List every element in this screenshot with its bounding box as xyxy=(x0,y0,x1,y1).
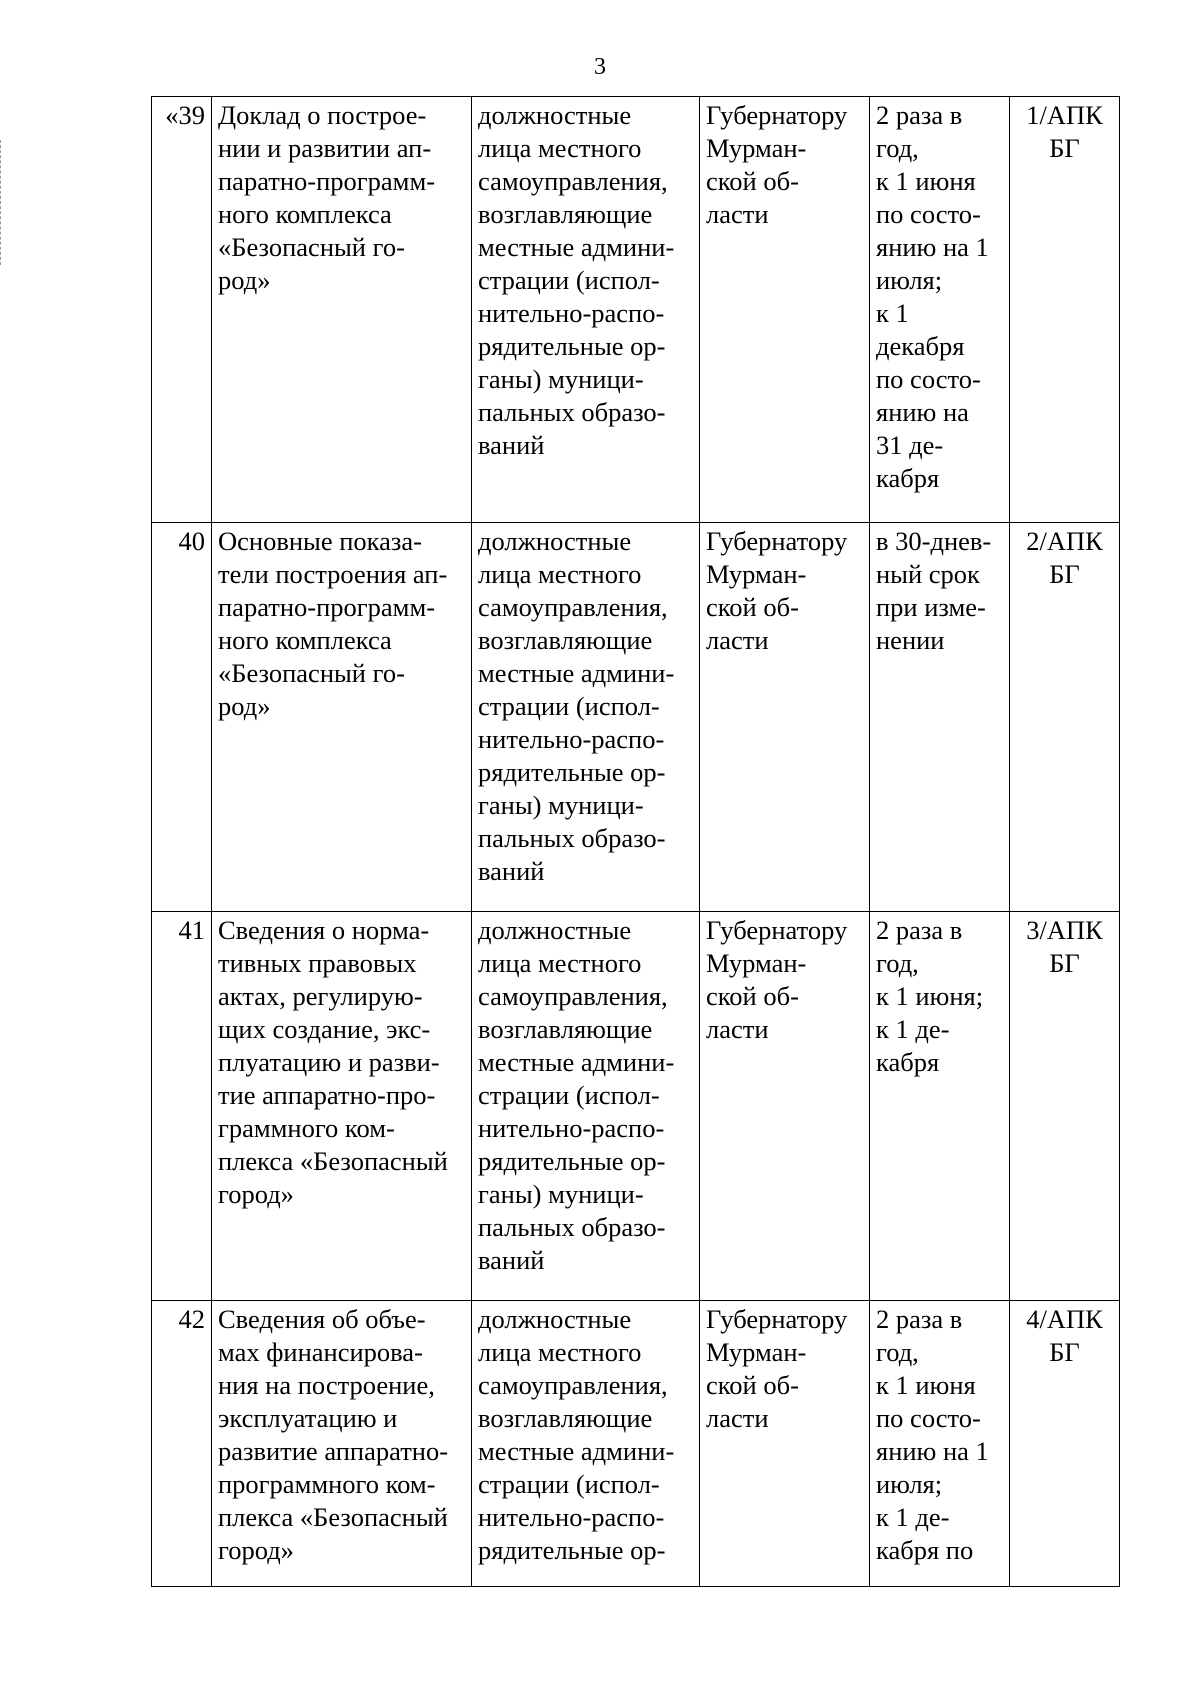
report-deadline: 2 раза в год, к 1 июня по состо- янию на 1 июля; к 1 декабря по состо- янию на 31 де- кабря xyxy=(870,97,1010,523)
row-number: 41 xyxy=(152,912,212,1301)
report-form-code: 2/АПК БГ xyxy=(1010,523,1120,912)
report-form-code: 3/АПК БГ xyxy=(1010,912,1120,1301)
page-number: 3 xyxy=(594,54,606,80)
scan-edge-mark xyxy=(0,140,2,265)
report-recipient: Губернатору Мурман- ской об- ласти xyxy=(700,523,870,912)
report-title: Сведения об объе- мах финансирова- ния на построение, эксплуатацию и развитие аппаратно- программного ком- плекса «Безопасный город» xyxy=(212,1301,472,1587)
report-deadline: 2 раза в год, к 1 июня по состо- янию на 1 июля; к 1 де- кабря по xyxy=(870,1301,1010,1587)
report-title: Доклад о построе- нии и развитии ап- паратно-программ- ного комплекса «Безопасный го- род» xyxy=(212,97,472,523)
report-recipient: Губернатору Мурман- ской об- ласти xyxy=(700,1301,870,1587)
report-deadline: в 30-днев- ный срок при изме- нении xyxy=(870,523,1010,912)
table-row xyxy=(152,1301,1120,1587)
reporting-forms-table xyxy=(151,96,1120,1587)
report-recipient: Губернатору Мурман- ской об- ласти xyxy=(700,912,870,1301)
table-row xyxy=(152,523,1120,912)
report-form-code: 4/АПК БГ xyxy=(1010,1301,1120,1587)
row-number: 40 xyxy=(152,523,212,912)
report-submitters: должностные лица местного самоуправления, возглавляющие местные админи- страции (испол- нительно-распо- рядительные ор- ганы) муници- пальных образо- ваний xyxy=(472,523,700,912)
row-number: 42 xyxy=(152,1301,212,1587)
report-title: Основные показа- тели построения ап- паратно-программ- ного комплекса «Безопасный го- род» xyxy=(212,523,472,912)
table-row xyxy=(152,97,1120,523)
report-submitters: должностные лица местного самоуправления, возглавляющие местные админи- страции (испол- нительно-распо- рядительные ор- ганы) муници- пальных образо- ваний xyxy=(472,912,700,1301)
report-submitters: должностные лица местного самоуправления, возглавляющие местные админи- страции (испол- нительно-распо- рядительные ор- xyxy=(472,1301,700,1587)
row-number: «39 xyxy=(152,97,212,523)
report-recipient: Губернатору Мурман- ской об- ласти xyxy=(700,97,870,523)
report-submitters: должностные лица местного самоуправления, возглавляющие местные админи- страции (испол- нительно-распо- рядительные ор- ганы) муници- пальных образо- ваний xyxy=(472,97,700,523)
table-row xyxy=(152,912,1120,1301)
report-form-code: 1/АПК БГ xyxy=(1010,97,1120,523)
report-deadline: 2 раза в год, к 1 июня; к 1 де- кабря xyxy=(870,912,1010,1301)
report-title: Сведения о норма- тивных правовых актах, регулирую- щих создание, экс- плуатацию и разви- тие аппаратно-про- граммного ком- плекса «Безопасный город» xyxy=(212,912,472,1301)
